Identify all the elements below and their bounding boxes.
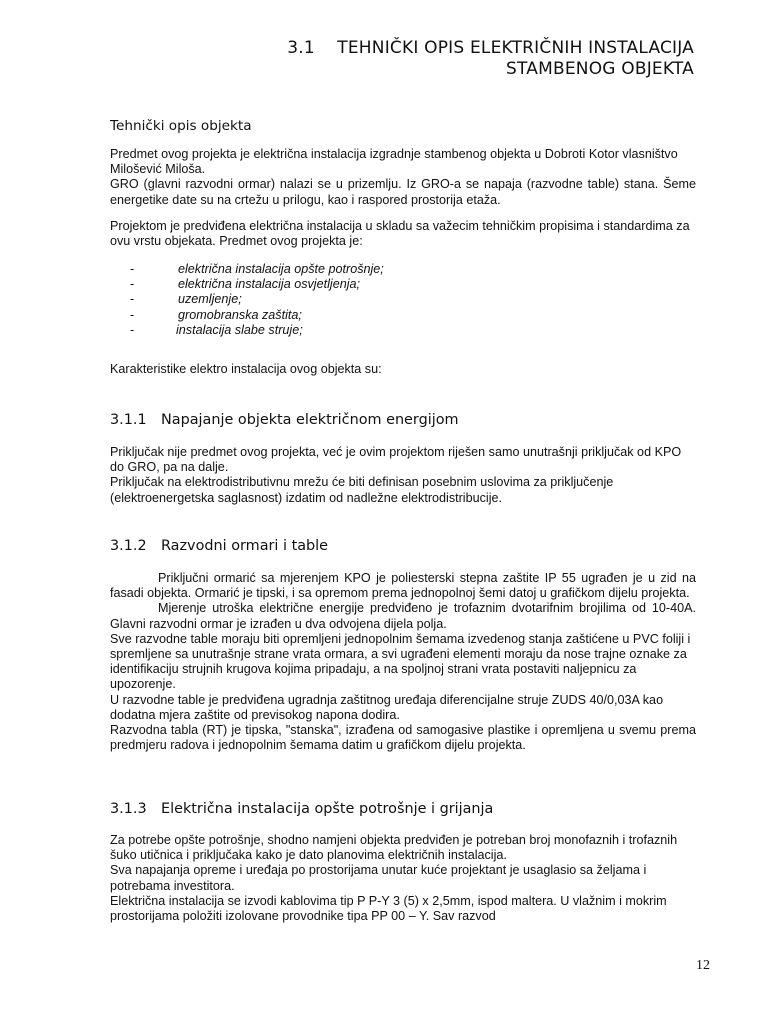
list-item: [130, 292, 530, 307]
object-desc-intro: [110, 147, 696, 208]
sec313-para3: Električna instalacija se izvodi kablovima tip P P-Y 3 (5) x 2,5mm, ispod maltera. U vlažnim i mokrim prostorijama položiti izolovane provodnike tipa PP 00 – Y. Sav razvod: [110, 893, 667, 924]
page-number: 12: [696, 958, 710, 973]
list-dash: -: [130, 322, 135, 337]
object-desc-para3: Projektom je predviđena električna instalacija u skladu sa važecim tehničkim propisima i standardima za ovu vrstu objekata. Predmet ovog projekta je:: [110, 219, 690, 249]
project-scope-list: [130, 262, 530, 338]
section-number: 3.1.3: [110, 801, 147, 817]
list-item: [130, 308, 530, 323]
object-desc-para4-block: [110, 362, 696, 377]
object-desc-para2: GRO (glavni razvodni ormar) nalazi se u prizemlju. Iz GRO-a se napaja (razvodne table) stana. Šeme energetike date su na crtežu u prilogu, kao i raspored prostorija etaža.: [110, 177, 696, 207]
section-3-1-1-heading: [110, 412, 459, 429]
list-dash: -: [130, 292, 135, 307]
chapter-title-line1: 3.1 TEHNIČKI OPIS ELEKTRIČNIH INSTALACIJA: [287, 38, 694, 58]
list-item-text: uzemljenje;: [178, 292, 242, 307]
object-desc-para1: Predmet ovog projekta je električna instalacija izgradnje stambenog objekta u Dobroti Kotor vlasništvo Milošević Miloša.: [110, 147, 678, 177]
section-number: 3.1.1: [110, 412, 147, 428]
section-title: Napajanje objekta električnom energijom: [161, 412, 459, 428]
sec312-para1: Priključni ormarić sa mjerenjem KPO je poliesterski stepna zaštite IP 55 ugrađen je u zid na fasadi objekta. Ormarić je tipski, i sa opremom prema jednopolnoj šemi datoj u grafičkom dijelu projekta.: [110, 571, 696, 601]
list-item-text: električna instalacija opšte potrošnje;: [178, 262, 384, 276]
sec313-para1: Za potrebe opšte potrošnje, shodno namjeni objekta predviđen je potreban broj monofaznih i trofaznih šuko utičnica i priključaka kako je dato planovima električnih instalacija.: [110, 833, 678, 863]
object-desc-para3-block: [110, 219, 696, 249]
sec312-para3: Sve razvodne table moraju biti opremljeni jednopolnim šemama izvedenog stanja zaštićene u PVC foliji i spremljene sa unutrašnje strane vrata ormara, a svi ugrađeni elementi moraju da nose trajne oznake za identifikaciju strujnih krugova kojima pripadaju, a na spoljnoj strani vrata postaviti naljepnicu za upozorenje.: [110, 631, 691, 692]
section-3-1-1-body: [110, 445, 696, 506]
section-3-1-2-body: [110, 571, 696, 753]
list-dash: -: [130, 277, 135, 292]
list-item-text: gromobranska zaštita;: [178, 307, 302, 322]
list-item: [130, 262, 530, 277]
section-3-1-3-heading: [110, 801, 493, 818]
section-number: 3.1.2: [110, 538, 147, 554]
sec311-para2: Priključak na elektrodistributivnu mrežu će biti definisan posebnim uslovima za priključenje (elektroenergetska saglasnost) izdatim od nadležne elektrodistribucije.: [110, 475, 614, 505]
section-3-1-3-body: [110, 833, 696, 924]
object-desc-para4: Karakteristike elektro instalacija ovog objekta su:: [110, 362, 382, 376]
object-desc-heading: Tehnički opis objekta: [110, 118, 252, 134]
list-dash: -: [130, 307, 135, 322]
sec312-para5: Razvodna tabla (RT) je tipska, "stanska", izrađena od samogasive plastike i opremljena u svemu prema predmjeru radova i jednopolnim šemama datim u grafičkom dijelu projekta.: [110, 723, 696, 753]
chapter-title: [287, 38, 694, 80]
sec312-para4: U razvodne table je predviđena ugradnja zaštitnog uređaja diferencijalne struje ZUDS 40/0,03A kao dodatna mjera zaštite od previsokog napona dodira.: [110, 692, 664, 722]
sec311-para1: Priključak nije predmet ovog projekta, već je ovim projektom riješen samo unutrašnji priključak od KPO do GRO, pa na dalje.: [110, 445, 682, 475]
list-item-text: električna instalacija osvjetljenja;: [178, 277, 361, 292]
sec312-para2: Mjerenje utroška električne energije predviđeno je trofaznim dvotarifnim brojilima od 10-40A. Glavni razvodni ormar je izrađen u dva odvojena dijela polja.: [110, 601, 696, 631]
section-title: Električna instalacija opšte potrošnje i grijanja: [161, 801, 494, 817]
list-item: [130, 323, 530, 338]
list-item-text: instalacija slabe struje;: [176, 322, 303, 337]
section-3-1-2-heading: [110, 538, 328, 555]
list-item: [130, 277, 530, 292]
sec313-para2: Sva napajanja opreme i uređaja po prostorijama unutar kuće projektant je usaglasio sa željama i potrebama investitora.: [110, 863, 647, 893]
list-dash: -: [130, 262, 135, 276]
chapter-title-line2: STAMBENOG OBJEKTA: [506, 59, 694, 79]
section-title: Razvodni ormari i table: [161, 538, 329, 554]
